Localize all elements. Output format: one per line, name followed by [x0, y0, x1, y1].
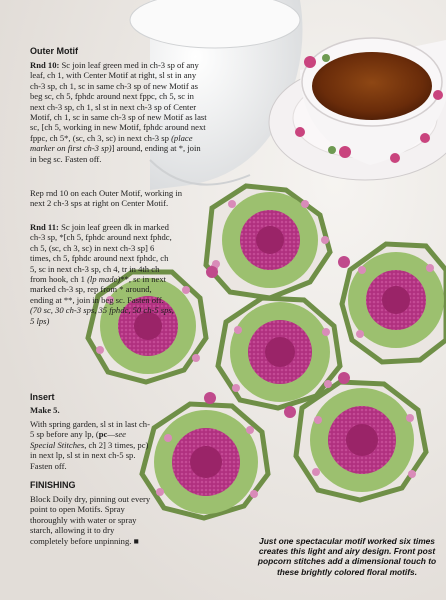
rnd10-label: Rnd 10: — [30, 60, 60, 70]
outer-motif-repeat — [30, 188, 190, 212]
rnd10-marker-note: (place marker on first ch-3 sp) — [30, 132, 193, 154]
rnd11-count: (70 sc, 30 ch-3 sps, 35 fphdc, 50 ch-5 sps, 5 lps) — [30, 305, 174, 326]
outer-motif-rnd10 — [30, 60, 208, 167]
repeat-text: Rep rnd 10 on each Outer Motif, working in next 2 ch-3 sps at right on Center Motif. — [30, 188, 183, 209]
insert-make: Make 5. — [30, 405, 60, 415]
insert-text-a: With spring garden, sl st in last ch-5 sp before any lp, ( — [30, 419, 150, 440]
motif-bottom-right — [296, 382, 426, 500]
rnd11-text-b: **, sc in next marked ch-3 sp, rep from * around, ending at **, join in beg sc. Fasten off. — [30, 274, 167, 305]
rnd11-label: Rnd 11: — [30, 222, 59, 232]
end-mark-icon: ■ — [133, 535, 139, 546]
motif-right — [342, 244, 446, 362]
rnd11-lp-note: (lp made) — [87, 274, 121, 285]
rnd11-text-a: Sc join leaf green dk in marked ch-3 sp, *[ch 5, fphdc around next fphdc, ch 5, (sc, ch 3, sc) in next ch-3 sp] 6 times, ch 5, fphdc around next fphdc, ch 5, sc in next ch-3 sp, ch 4, tr in 4th ch from hook, ch 1 — [30, 222, 172, 285]
insert-instructions — [30, 419, 150, 474]
outer-motif-heading: Outer Motif — [30, 46, 78, 56]
finishing-text: Block Doily dry, pinning out every point to open Motifs. Spray thoroughly with water or spray starch, allowing it to dry completely before unpinning. — [30, 494, 151, 546]
rnd10-text-a: Sc join leaf green med in ch-3 sp of any leaf, ch 1, with Center Motif at right, sl st in any ch-3 sp, ch 1, sc in same ch-3 sp of new Motif as beg sc, ch 5, fphdc around next fppc, ch 5, sc in next ch-3 sp, ch 1, sl st in next ch-3 sp of Center Motif, ch 1, sc in same ch-3 sp of new Motif as last sc, [ch 5, working in new Motif, fphdc around next fppc, ch 5*, (sc, ch 3, sc) in next ch-3 sp — [30, 60, 207, 143]
photo-caption: Just one spectacular motif worked six times creates this light and airy design. Front post popcorn stitches add a dimensional touch to these brightly colored floral motifs. — [257, 536, 437, 577]
insert-see-note: —see Special Stitches — [30, 429, 126, 450]
finishing-heading: FINISHING — [30, 480, 76, 490]
insert-pc: pc — [98, 429, 108, 440]
rnd10-text-b: ] around, ending at *, join in beg sc. Fasten off. — [30, 143, 201, 164]
outer-motif-rnd11 — [30, 222, 175, 329]
motif-bottom-left — [142, 404, 268, 518]
finishing-instructions — [30, 494, 154, 549]
insert-heading: Insert — [30, 392, 55, 402]
insert-text-b: , ch 2] 3 times, pc) in next lp, sl st in next ch-5 sp. Fasten off. — [30, 439, 149, 471]
